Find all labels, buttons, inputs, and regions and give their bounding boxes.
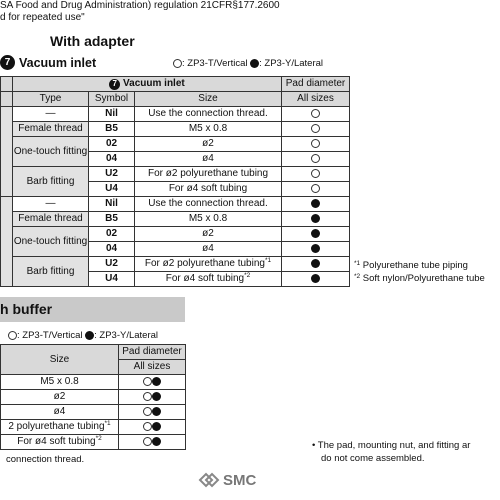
type-cell: Barb fitting	[13, 257, 89, 287]
mark-cell	[282, 167, 350, 182]
size-text: For ø2 polyurethane tubing	[144, 258, 265, 269]
filled-circle-icon	[311, 199, 320, 208]
number-badge: 7	[0, 55, 15, 70]
size-cell: ø2	[135, 137, 282, 152]
assembly-note-line-1	[312, 440, 470, 451]
open-circle-icon	[143, 437, 152, 446]
filled-circle-icon	[152, 392, 161, 401]
table-row	[1, 107, 350, 122]
filled-circle-icon	[85, 331, 94, 340]
symbol-cell: B5	[89, 212, 135, 227]
open-circle-icon	[143, 392, 152, 401]
header-line-2: d for repeated use"	[0, 12, 85, 23]
size-cell: For ø4 soft tubing	[135, 182, 282, 197]
symbol-cell: Nil	[89, 107, 135, 122]
size-cell: Use the connection thread.	[135, 197, 282, 212]
size-cell	[1, 420, 119, 435]
mark-cell	[119, 375, 186, 390]
section-title: h buffer	[0, 301, 53, 317]
footnote-mark: *1	[104, 420, 111, 427]
size-cell	[1, 435, 119, 450]
size-cell: M5 x 0.8	[135, 212, 282, 227]
mark-cell	[282, 212, 350, 227]
symbol-cell: U4	[89, 182, 135, 197]
size-cell: ø2	[1, 390, 119, 405]
size-cell: ø2	[135, 227, 282, 242]
footnote-2	[354, 273, 485, 284]
open-circle-icon	[8, 331, 17, 340]
col-symbol: Symbol	[89, 92, 135, 107]
filled-circle-icon	[152, 407, 161, 416]
mark-cell	[119, 390, 186, 405]
size-text: 2 polyurethane tubing	[8, 421, 105, 432]
mark-cell	[282, 272, 350, 287]
filled-circle-icon	[311, 244, 320, 253]
size-cell: ø4	[1, 405, 119, 420]
symbol-cell: U2	[89, 257, 135, 272]
symbol-cell: U2	[89, 167, 135, 182]
open-circle-icon	[311, 139, 320, 148]
mark-cell	[282, 227, 350, 242]
mark-cell	[282, 257, 350, 272]
vacuum-inlet-heading	[0, 55, 96, 70]
footnote-text: Polyurethane tube piping	[362, 260, 468, 271]
legend-vertical: ZP3-T/Vertical	[187, 58, 248, 69]
vacuum-inlet-table	[0, 76, 350, 287]
orientation-legend: : ZP3-T/Vertical : ZP3-Y/Lateral	[173, 58, 323, 69]
size-cell: ø4	[135, 242, 282, 257]
footnote-text: Soft nylon/Polyurethane tube	[362, 273, 485, 284]
mark-cell	[119, 435, 186, 450]
number-badge: 7	[109, 79, 120, 90]
buffer-note: connection thread.	[6, 454, 85, 465]
legend-vertical: ZP3-T/Vertical	[22, 330, 83, 341]
open-circle-icon	[173, 59, 182, 68]
row-group-cell	[1, 197, 13, 287]
logo-text: SMC	[223, 471, 257, 489]
vacuum-inlet-group-header	[13, 77, 282, 92]
size-cell: M5 x 0.8	[1, 375, 119, 390]
table-corner	[1, 77, 13, 92]
footnote-mark: *2	[354, 273, 361, 280]
buffer-table	[0, 344, 186, 450]
footnote-mark: *1	[354, 260, 361, 267]
mark-cell	[282, 152, 350, 167]
legend-lateral: ZP3-Y/Lateral	[99, 330, 159, 341]
symbol-cell: 04	[89, 242, 135, 257]
open-circle-icon	[143, 407, 152, 416]
col-all-sizes: All sizes	[282, 92, 350, 107]
mark-cell	[282, 242, 350, 257]
orientation-legend: : ZP3-T/Vertical : ZP3-Y/Lateral	[8, 330, 158, 341]
size-text: For ø4 soft tubing	[165, 273, 245, 284]
table-row	[1, 390, 186, 405]
filled-circle-icon	[152, 437, 161, 446]
pad-diameter-header: Pad diameter	[282, 77, 350, 92]
type-cell: One-touch fitting	[13, 137, 89, 167]
pad-diameter-header: Pad diameter	[119, 345, 186, 360]
table-row	[1, 257, 350, 272]
size-cell: For ø2 polyurethane tubing	[135, 167, 282, 182]
mark-cell	[282, 137, 350, 152]
type-cell: Barb fitting	[13, 167, 89, 197]
table-row	[1, 375, 186, 390]
symbol-cell: U4	[89, 272, 135, 287]
filled-circle-icon	[152, 377, 161, 386]
filled-circle-icon	[311, 259, 320, 268]
open-circle-icon	[311, 184, 320, 193]
footnote-mark: *2	[244, 272, 251, 279]
mark-cell	[282, 197, 350, 212]
table-row	[1, 227, 350, 242]
symbol-cell: Nil	[89, 197, 135, 212]
header-line-1: SA Food and Drug Administration) regulation 21CFR§177.2600	[0, 0, 280, 11]
table-row	[1, 435, 186, 450]
filled-circle-icon	[152, 422, 161, 431]
section-bar-buffer	[0, 297, 185, 322]
row-group-cell	[1, 107, 13, 197]
legend-lateral: ZP3-Y/Lateral	[264, 58, 324, 69]
filled-circle-icon	[311, 214, 320, 223]
size-cell: M5 x 0.8	[135, 122, 282, 137]
footnote-mark: *2	[95, 435, 102, 442]
vacuum-inlet-title: Vacuum inlet	[19, 55, 97, 70]
mark-cell	[119, 405, 186, 420]
table-row	[1, 405, 186, 420]
open-circle-icon	[311, 109, 320, 118]
open-circle-icon	[311, 124, 320, 133]
open-circle-icon	[311, 154, 320, 163]
open-circle-icon	[143, 377, 152, 386]
open-circle-icon	[311, 169, 320, 178]
filled-circle-icon	[311, 229, 320, 238]
table-row	[1, 167, 350, 182]
group-header-label: Vacuum inlet	[123, 78, 185, 89]
smc-mark-icon	[198, 471, 220, 489]
symbol-cell: 02	[89, 137, 135, 152]
mark-cell	[282, 107, 350, 122]
section-title: With adapter	[50, 33, 135, 49]
note-text: The pad, mounting nut, and fitting ar	[317, 440, 471, 451]
col-all-sizes: All sizes	[119, 360, 186, 375]
symbol-cell: 04	[89, 152, 135, 167]
footnote-1	[354, 260, 468, 271]
open-circle-icon	[143, 422, 152, 431]
size-text: For ø4 soft tubing	[17, 436, 96, 447]
table-row	[1, 122, 350, 137]
table-row	[1, 212, 350, 227]
type-cell: —	[13, 197, 89, 212]
table-row	[1, 137, 350, 152]
symbol-cell: 02	[89, 227, 135, 242]
table-row	[1, 420, 186, 435]
mark-cell	[119, 420, 186, 435]
size-cell	[135, 257, 282, 272]
col-size: Size	[1, 345, 119, 375]
bullet: •	[312, 440, 316, 451]
type-cell: Female thread	[13, 122, 89, 137]
table-row	[1, 197, 350, 212]
size-cell: ø4	[135, 152, 282, 167]
size-cell: Use the connection thread.	[135, 107, 282, 122]
col-type: Type	[13, 92, 89, 107]
type-cell: —	[13, 107, 89, 122]
footnote-mark: *1	[264, 257, 272, 264]
assembly-note-line-2: do not come assembled.	[321, 453, 425, 464]
type-cell: One-touch fitting	[13, 227, 89, 257]
table-corner	[1, 92, 13, 107]
col-size: Size	[135, 92, 282, 107]
filled-circle-icon	[250, 59, 259, 68]
size-cell	[135, 272, 282, 287]
smc-logo	[198, 471, 256, 489]
mark-cell	[282, 122, 350, 137]
filled-circle-icon	[311, 274, 320, 283]
mark-cell	[282, 182, 350, 197]
type-cell: Female thread	[13, 212, 89, 227]
symbol-cell: B5	[89, 122, 135, 137]
